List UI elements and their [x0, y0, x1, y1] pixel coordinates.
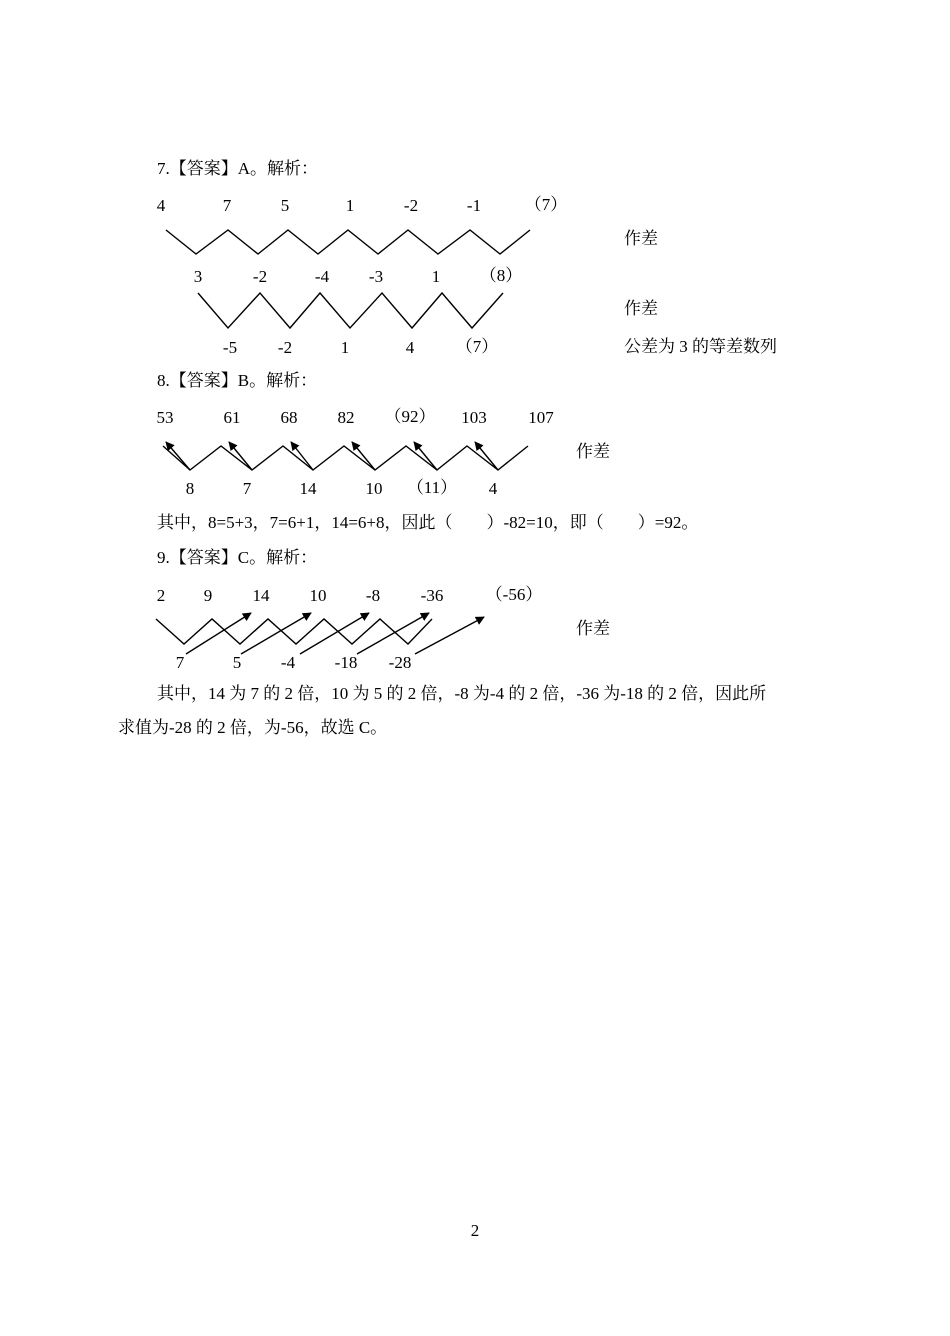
- q8-row1-item: 68: [280, 408, 298, 427]
- q7-row3-item: 4: [405, 338, 415, 357]
- q9-row1-item: 9: [203, 586, 213, 605]
- q8-row2-item: 10: [365, 479, 383, 498]
- q8-row1-item: 53: [156, 408, 174, 427]
- q7-row3-item: 1: [340, 338, 350, 357]
- q8-arrow-3: [291, 442, 313, 470]
- q7-row1-item: 4: [156, 196, 166, 215]
- q8-heading: 8.【答案】B。解析：: [157, 371, 318, 390]
- q8-arrow-1: [166, 442, 190, 470]
- q7-row3-item: （7）: [455, 337, 499, 356]
- q9-row2-item: 7: [175, 653, 185, 672]
- q9-row1-item: 10: [309, 586, 327, 605]
- q9-row1-item: 14: [252, 586, 270, 605]
- q9-arrow-5: [415, 617, 484, 654]
- q8-row1-item: 61: [223, 408, 241, 427]
- q9-row2-item: -18: [334, 653, 358, 672]
- q7-row1-item: 1: [345, 196, 355, 215]
- q8-zigzag: [163, 446, 528, 470]
- q7-heading: 7.【答案】A。解析：: [157, 159, 319, 178]
- q9-row2-item: -28: [388, 653, 412, 672]
- q9-row1-item: -36: [420, 586, 444, 605]
- q7-zigzag-level2: [198, 293, 503, 328]
- q9-explanation-line2: 求值为-28 的 2 倍，为-56，故选 C。: [118, 718, 388, 737]
- q8-row2-item: 4: [488, 479, 498, 498]
- q8-explanation: 其中，8=5+3，7=6+1，14=6+8，因此（ ）-82=10，即（ ）=92。: [157, 513, 699, 532]
- q7-row2-item: 3: [193, 267, 203, 286]
- q8-arrow-2: [229, 442, 252, 470]
- q8-note-diff: 作差: [576, 442, 610, 461]
- q9-row2-item: -4: [280, 653, 296, 672]
- q8-row2-item: 7: [242, 479, 252, 498]
- q8-arrow-5: [414, 442, 437, 470]
- q7-row2-item: -3: [368, 267, 384, 286]
- q8-row1-item: 82: [337, 408, 355, 427]
- q8-row2-item: 14: [299, 479, 317, 498]
- q9-row1-item: （-56）: [485, 585, 543, 604]
- page-number: 2: [470, 1221, 480, 1240]
- q7-note-arith-seq: 公差为 3 的等差数列: [624, 337, 777, 356]
- q7-note-diff-1: 作差: [624, 229, 658, 248]
- q8-row2-item: 8: [185, 479, 195, 498]
- q7-note-diff-2: 作差: [624, 299, 658, 318]
- q7-row3-item: -5: [222, 338, 238, 357]
- q8-arrow-6: [475, 442, 498, 470]
- q8-row1-item: 107: [528, 408, 554, 427]
- q7-row3-item: -2: [277, 338, 293, 357]
- q9-row2-item: 5: [232, 653, 242, 672]
- q7-row2-item: -4: [314, 267, 330, 286]
- q7-row1-item: 7: [222, 196, 232, 215]
- q9-explanation-line1: 其中，14 为 7 的 2 倍，10 为 5 的 2 倍，-8 为-4 的 2 倍，-36 为-18 的 2 倍，因此所: [157, 684, 767, 703]
- q8-row1-item: 103: [461, 408, 487, 427]
- q7-row1-item: -2: [403, 196, 419, 215]
- q8-arrow-4: [352, 442, 375, 470]
- q7-row2-item: （8）: [479, 266, 523, 285]
- q9-note-diff: 作差: [576, 619, 610, 638]
- q9-arrow-3: [300, 613, 369, 654]
- q9-row1-item: 2: [156, 586, 166, 605]
- q7-row2-item: 1: [431, 267, 441, 286]
- q7-row2-item: -2: [252, 267, 268, 286]
- q9-heading: 9.【答案】C。解析：: [157, 548, 318, 567]
- q7-row1-item: （7）: [524, 195, 568, 214]
- q7-zigzag-level1: [166, 230, 530, 254]
- q8-row2-item: （11）: [406, 478, 458, 497]
- q7-row1-item: 5: [280, 196, 290, 215]
- q7-row1-item: -1: [466, 196, 482, 215]
- q8-row1-item: （92）: [384, 407, 436, 426]
- q9-row1-item: -8: [365, 586, 381, 605]
